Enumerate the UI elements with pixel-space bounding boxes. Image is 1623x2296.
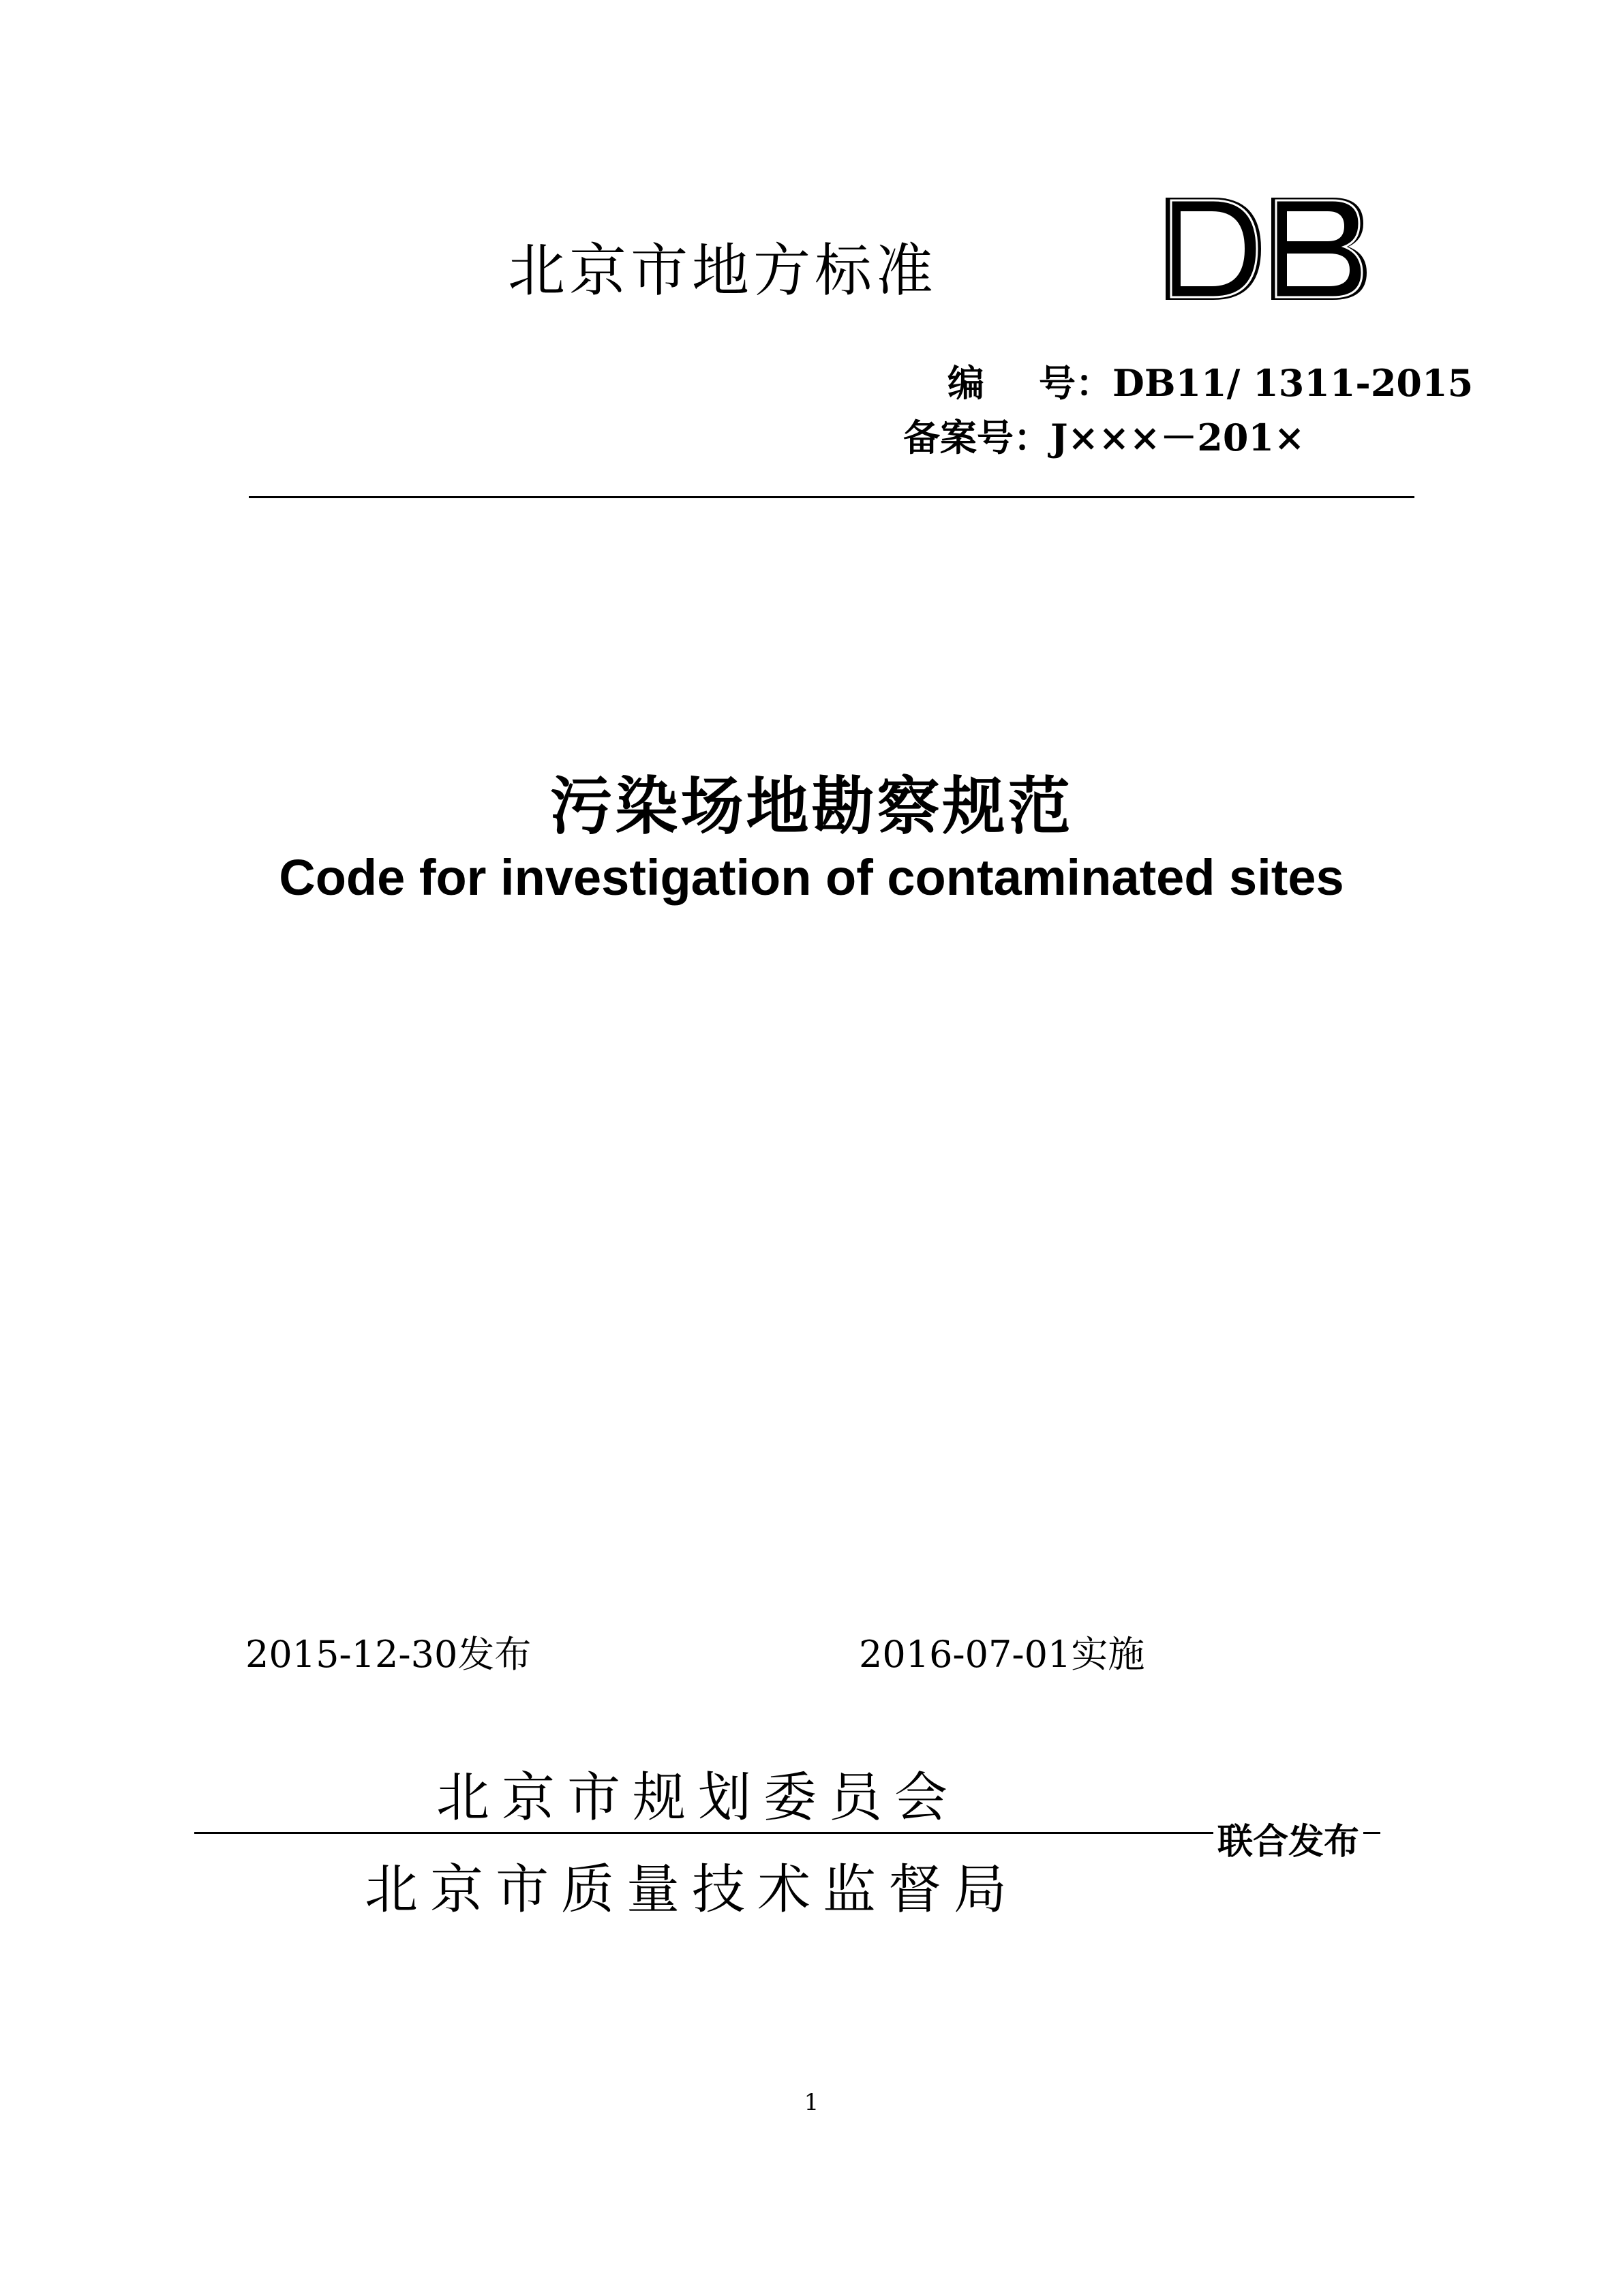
- page-number: 1: [804, 2089, 819, 2116]
- record-number-value: J×××－201×: [1050, 416, 1305, 459]
- header-divider: [249, 496, 1414, 498]
- publish-date: 2015-12-30发布: [245, 1633, 532, 1676]
- standard-code-value: DB11/ 1311-2015: [1112, 361, 1474, 405]
- document-title-chinese: 污染场地勘察规范: [549, 770, 1074, 843]
- db-logo: [1159, 191, 1370, 307]
- issuer-divider: [194, 1832, 1380, 1834]
- record-number-line: [903, 409, 1305, 461]
- effective-date: 2016-07-01实施: [859, 1633, 1145, 1676]
- record-number-label: 备案号：: [903, 416, 1050, 459]
- standard-code-line: [947, 354, 1473, 407]
- document-title-english: Code for investigation of contaminated sites: [279, 849, 1344, 906]
- code-label-part1: 编: [947, 361, 984, 405]
- issuer-second: 北京市质量技术监督局: [365, 1859, 1020, 1920]
- standard-category-title: 北京市地方标准: [508, 237, 938, 304]
- joint-issue-label: 联合发布: [1213, 1813, 1363, 1864]
- code-label-part2: 号：: [1039, 361, 1112, 405]
- issuer-first: 北京市规划委员会: [436, 1767, 960, 1828]
